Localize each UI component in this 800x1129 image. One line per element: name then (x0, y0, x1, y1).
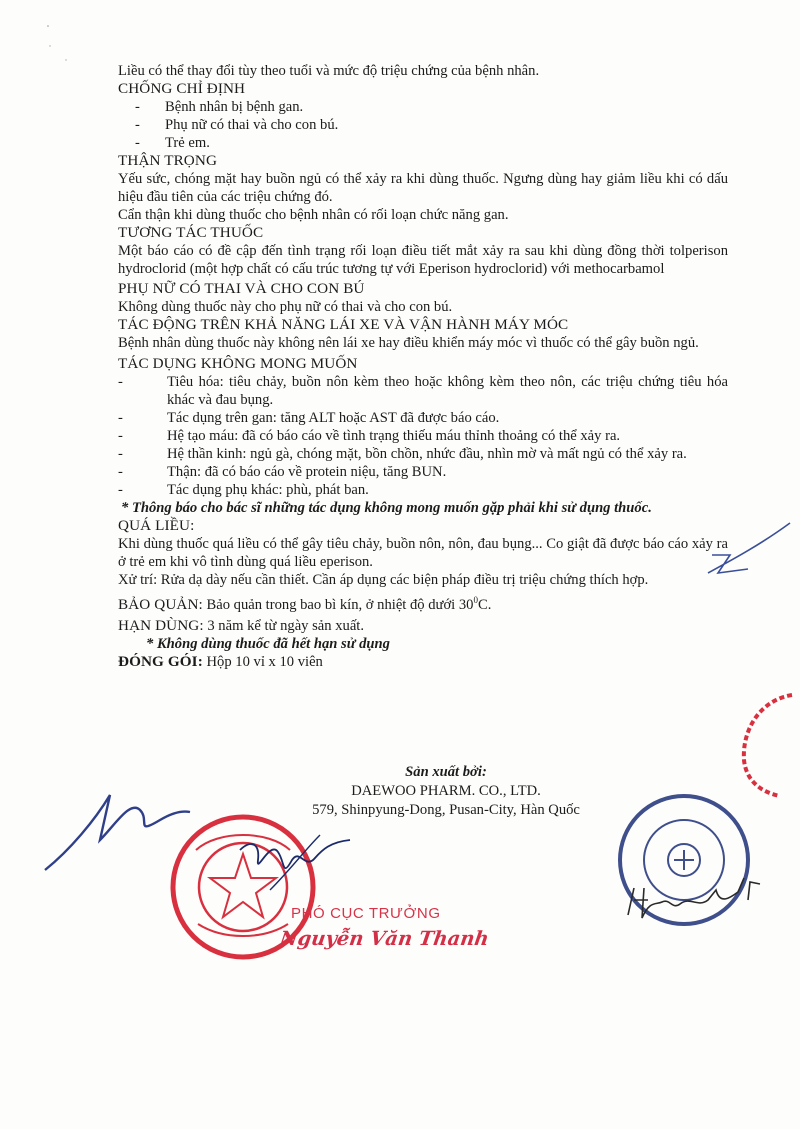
shelf-life-note: * Không dùng thuốc đã hết hạn sử dụng (146, 635, 390, 652)
document-body (118, 62, 728, 671)
list-item: - Tác dụng phụ khác: phù, phát ban. (118, 481, 728, 499)
side-effects-list (118, 373, 728, 499)
contraindications-list (118, 98, 728, 152)
packaging-label: ĐÓNG GÓI: (118, 652, 203, 670)
list-item: - Trẻ em. (118, 134, 728, 152)
storage-text: Bảo quản trong bao bì kín, ở nhiệt độ dưới 30 (202, 596, 474, 613)
list-item: - Tác dụng trên gan: tăng ALT hoặc AST đã được báo cáo. (118, 409, 728, 427)
shelf-life-text: 3 năm kể từ ngày sản xuất. (203, 617, 364, 634)
storage-line (118, 591, 728, 614)
approval-signature-icon (230, 830, 360, 900)
scan-specks (40, 20, 80, 70)
storage-unit: C. (477, 596, 492, 613)
driving-heading: TÁC ĐỘNG TRÊN KHẢ NĂNG LÁI XE VÀ VẬN HÀNH MÁY MÓC (118, 316, 569, 333)
interactions-text: Một báo cáo có đề cập đến tình trạng rối loạn điều tiết mắt xảy ra sau khi dùng đồng thời tolperison hydroclorid (một hợp chất có cấu trúc tương tự với Eperison hydroclorid) với methocarbamol (118, 243, 728, 277)
company-signature-icon (620, 870, 770, 930)
manufacturer-name: DAEWOO PHARM. CO., LTD. (351, 783, 541, 799)
precautions-heading: THẬN TRỌNG (118, 152, 218, 169)
storage-label: BẢO QUẢN: (118, 595, 203, 613)
list-item: - Hệ tạo máu: đã có báo cáo về tình trạng thiếu máu thỉnh thoảng có thể xảy ra. (118, 427, 728, 445)
overdose-text-2: Xử trí: Rửa dạ dày nếu cần thiết. Cần áp dụng các biện pháp điều trị triệu chứng thích hợp. (118, 572, 649, 588)
storage-degree: 0 (473, 595, 478, 605)
pregnancy-heading: PHỤ NỮ CÓ THAI VÀ CHO CON BÚ (118, 280, 365, 297)
side-effects-heading: TÁC DỤNG KHÔNG MONG MUỐN (118, 355, 358, 372)
manufacturer-by: Sản xuất bởi: (405, 764, 487, 780)
approval-name: Nguyễn Văn Thanh (278, 927, 491, 950)
contraindications-heading: CHỐNG CHỈ ĐỊNH (118, 80, 246, 97)
side-signature-icon (690, 515, 800, 585)
partial-stamp-icon (730, 690, 800, 800)
pregnancy-text: Không dùng thuốc này cho phụ nữ có thai và cho con bú. (118, 299, 453, 315)
list-item: - Thận: đã có báo cáo về protein niệu, tăng BUN. (118, 463, 728, 481)
overdose-text-1: Khi dùng thuốc quá liều có thể gây tiêu chảy, buồn nôn, nôn, đau bụng... Co giật đã được báo cáo xảy ra ở trẻ em khi vô tình dùng quá liều eperison. (118, 536, 728, 570)
manufacturer-block (296, 763, 596, 820)
packaging-line (118, 653, 728, 671)
precautions-text-1: Yếu sức, chóng mặt hay buồn ngủ có thể xảy ra khi dùng thuốc. Ngưng dùng hay giảm liều khi có dấu hiệu đầu tiên của các triệu chứng đó. (118, 171, 728, 205)
list-item: - Tiêu hóa: tiêu chảy, buồn nôn kèm theo hoặc không kèm theo nôn, các triệu chứng tiêu hóa khác và đau bụng. (118, 373, 728, 409)
side-effects-note: * Thông báo cho bác sĩ những tác dụng không mong muốn gặp phải khi sử dụng thuốc. (121, 500, 652, 516)
list-item: - Bệnh nhân bị bệnh gan. (118, 98, 728, 116)
shelf-life-label: HẠN DÙNG: (118, 616, 204, 634)
dosage-note: Liều có thể thay đổi tùy theo tuổi và mức độ triệu chứng của bệnh nhân. (118, 63, 540, 79)
list-item: - Phụ nữ có thai và cho con bú. (118, 116, 728, 134)
list-item: - Hệ thần kinh: ngủ gà, chóng mặt, bồn chồn, nhức đầu, nhìn mờ và mất ngủ có thể xảy ra. (118, 445, 728, 463)
driving-text: Bệnh nhân dùng thuốc này không nên lái xe hay điều khiển máy móc vì thuốc có thể gây buồn ngủ. (118, 335, 699, 351)
precautions-text-2: Cẩn thận khi dùng thuốc cho bệnh nhân có rối loạn chức năng gan. (118, 207, 509, 223)
packaging-text: Hộp 10 vỉ x 10 viên (202, 653, 323, 670)
interactions-heading: TƯƠNG TÁC THUỐC (118, 224, 264, 241)
approval-title: PHÓ CỤC TRƯỞNG (291, 905, 441, 922)
overdose-heading: QUÁ LIỀU: (118, 517, 195, 534)
shelf-life-line (118, 617, 728, 635)
manufacturer-address: 579, Shinpyung-Dong, Pusan-City, Hàn Quốc (312, 802, 580, 818)
